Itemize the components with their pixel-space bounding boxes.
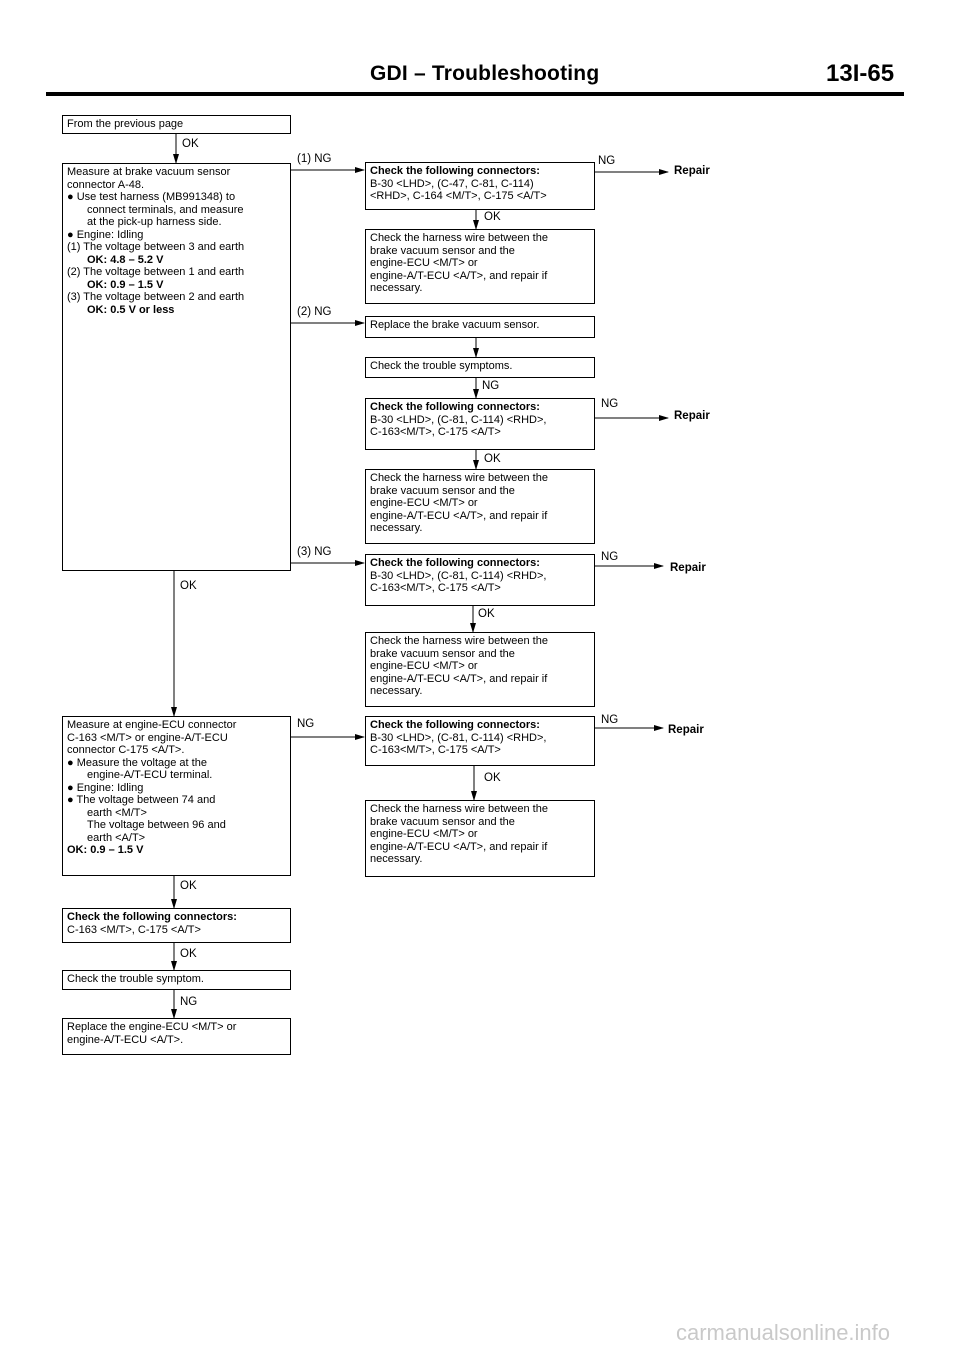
box-check-connectors-3 <box>365 554 595 606</box>
box-replace-brake-vacuum-sensor <box>365 316 595 338</box>
text-line: B-30 <LHD>, (C-81, C-114) <RHD>, <box>370 413 547 426</box>
box-check-harness-1 <box>365 229 595 304</box>
text-line: Measure at brake vacuum sensor <box>67 166 231 178</box>
box-check-harness-4 <box>365 800 595 877</box>
text-line: The voltage between 96 and <box>87 819 226 831</box>
text-line: engine-ECU <M/T> or <box>370 257 478 269</box>
text-line: connector C-175 <A/T>. <box>67 744 185 756</box>
text-line: connect terminals, and measure <box>87 203 244 216</box>
box-check-connectors-1 <box>365 162 595 210</box>
label-ok: OK <box>180 948 197 960</box>
box-check-trouble-symptoms <box>365 357 595 378</box>
box-measure-engine-ecu <box>62 716 291 876</box>
text-line: B-30 <LHD>, (C-47, C-81, C-114) <box>370 177 534 190</box>
label-ok: OK <box>484 211 501 223</box>
text-line: engine-A/T-ECU <A/T>, and repair if <box>370 269 548 282</box>
label-ok: OK <box>484 453 501 465</box>
text-line: Check the following connectors: <box>370 557 540 569</box>
text-line: Check the following connectors: <box>370 719 540 731</box>
text-line: earth <M/T> <box>87 806 147 819</box>
text-line: at the pick-up harness side. <box>87 216 222 228</box>
text-line: engine-A/T-ECU <A/T>, and repair if <box>370 840 548 853</box>
text-line: Measure at engine-ECU connector <box>67 719 237 731</box>
label-ok: OK <box>478 608 495 620</box>
text-line: C-163<M/T>, C-175 <A/T> <box>370 582 501 594</box>
text-line: ● Engine: Idling <box>67 781 144 794</box>
text-line: From the previous page <box>67 118 184 130</box>
text-line: OK: 0.9 – 1.5 V <box>87 278 164 291</box>
box-check-connectors-4 <box>365 716 595 766</box>
text-line: Check the trouble symptom. <box>67 973 204 985</box>
text-line: Check the following connectors: <box>370 401 540 413</box>
text-line: Check the harness wire between the <box>370 803 548 815</box>
text-line: C-163 <M/T> or engine-A/T-ECU <box>67 731 228 744</box>
text-line: Replace the brake vacuum sensor. <box>370 319 540 331</box>
label-ok: OK <box>484 772 501 784</box>
text-line: Check the harness wire between the <box>370 635 548 647</box>
text-line: Check the following connectors: <box>67 911 237 923</box>
text-line: necessary. <box>370 522 423 534</box>
label-ng-2: (2) NG <box>297 306 332 318</box>
label-ng: NG <box>601 398 619 410</box>
text-line: B-30 <LHD>, (C-81, C-114) <RHD>, <box>370 731 547 744</box>
label-repair: Repair <box>674 165 710 177</box>
label-ng-1: (1) NG <box>297 153 332 165</box>
text-line: Check the following connectors: <box>370 165 540 177</box>
box-check-connectors-2 <box>365 398 595 450</box>
box-check-harness-2 <box>365 469 595 544</box>
text-line: OK: 0.9 – 1.5 V <box>67 844 144 856</box>
text-line: engine-ECU <M/T> or <box>370 660 478 672</box>
text-line: engine-A/T-ECU terminal. <box>87 769 213 781</box>
text-line: engine-ECU <M/T> or <box>370 497 478 509</box>
box-check-connectors-c163 <box>62 908 291 943</box>
text-line: OK: 4.8 – 5.2 V <box>87 253 164 266</box>
text-line: C-163<M/T>, C-175 <A/T> <box>370 426 501 438</box>
label-ok: OK <box>182 138 199 150</box>
text-line: C-163<M/T>, C-175 <A/T> <box>370 744 501 756</box>
watermark: carmanualsonline.info <box>676 1320 891 1345</box>
text-line: Check the harness wire between the <box>370 232 548 244</box>
label-ng: NG <box>598 155 616 167</box>
text-line: necessary. <box>370 282 423 294</box>
text-line: brake vacuum sensor and the <box>370 484 515 497</box>
label-repair: Repair <box>674 410 710 422</box>
box-replace-engine-ecu <box>62 1018 291 1055</box>
text-line: brake vacuum sensor and the <box>370 244 515 257</box>
text-line: necessary. <box>370 853 423 865</box>
text-line: OK: 0.5 V or less <box>87 303 175 316</box>
page-title: GDI – Troubleshooting <box>370 62 600 85</box>
text-line: brake vacuum sensor and the <box>370 647 515 660</box>
label-ok: OK <box>180 580 197 592</box>
text-line: Replace the engine-ECU <M/T> or <box>67 1021 237 1033</box>
label-ng-3: (3) NG <box>297 546 332 558</box>
label-repair: Repair <box>668 724 704 736</box>
text-line: <RHD>, C-164 <M/T>, C-175 <A/T> <box>370 190 547 202</box>
text-line: earth <A/T> <box>87 831 146 844</box>
text-line: (3) The voltage between 2 and earth <box>67 291 245 303</box>
text-line: brake vacuum sensor and the <box>370 815 515 828</box>
label-ok: OK <box>180 880 197 892</box>
text-line: necessary. <box>370 685 423 697</box>
label-ng: NG <box>601 714 619 726</box>
text-line: (1) The voltage between 3 and earth <box>67 241 245 253</box>
label-ng: NG <box>297 718 315 730</box>
box-from-previous-page <box>62 115 291 134</box>
text-line: B-30 <LHD>, (C-81, C-114) <RHD>, <box>370 569 547 582</box>
text-line: engine-ECU <M/T> or <box>370 828 478 840</box>
text-line: ● The voltage between 74 and <box>67 794 216 806</box>
text-line: (2) The voltage between 1 and earth <box>67 266 245 278</box>
text-line: ● Measure the voltage at the <box>67 756 207 769</box>
label-ng: NG <box>601 551 619 563</box>
text-line: Check the harness wire between the <box>370 472 548 484</box>
text-line: ● Use test harness (MB991348) to <box>67 191 236 203</box>
text-line: connector A-48. <box>67 178 145 191</box>
box-measure-brake-vacuum-sensor <box>62 163 291 571</box>
text-line: engine-A/T-ECU <A/T>. <box>67 1033 184 1046</box>
text-line: engine-A/T-ECU <A/T>, and repair if <box>370 509 548 522</box>
text-line: C-163 <M/T>, C-175 <A/T> <box>67 923 201 936</box>
page-number: 13I-65 <box>826 60 895 87</box>
text-line: Check the trouble symptoms. <box>370 360 513 372</box>
text-line: engine-A/T-ECU <A/T>, and repair if <box>370 672 548 685</box>
box-check-harness-3 <box>365 632 595 707</box>
label-ng: NG <box>180 996 198 1008</box>
label-ng: NG <box>482 380 500 392</box>
text-line: ● Engine: Idling <box>67 228 144 241</box>
label-repair: Repair <box>670 562 706 574</box>
box-check-trouble-symptom <box>62 970 291 990</box>
